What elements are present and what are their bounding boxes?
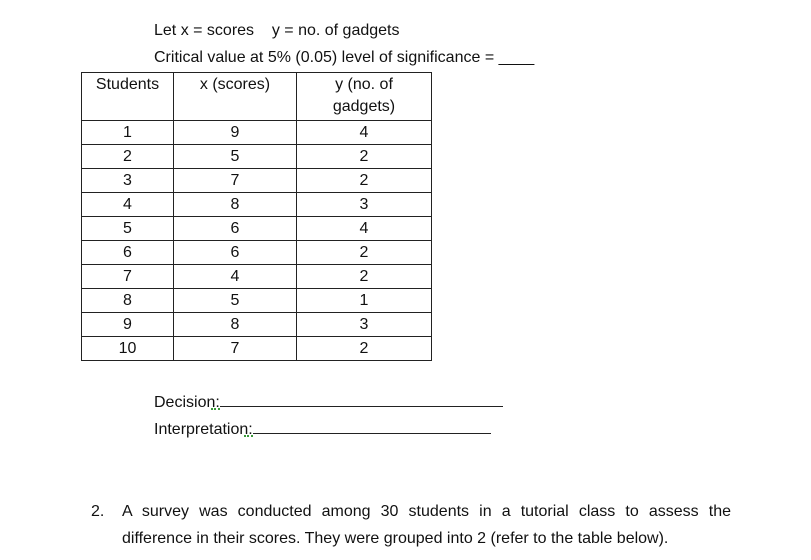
table-row [82,193,432,217]
student-cell: 5 [82,217,174,241]
table-row [82,145,432,169]
student-cell: 3 [82,169,174,193]
critical-value-blank: ____ [498,49,535,66]
table-row [82,121,432,145]
table-header-row [82,73,432,121]
student-cell: 1 [82,121,174,145]
y-cell: 2 [297,337,432,361]
spellcheck-underline [244,432,253,437]
interpretation-line [154,420,491,440]
header-students: Students [82,73,174,121]
header-y-gadgets-text: y (no. of gadgets) [332,76,396,115]
data-table [81,72,432,361]
decision-label: Decision: [154,394,220,411]
y-cell: 3 [297,313,432,337]
header-x-scores: x (scores) [174,73,297,121]
x-cell: 9 [174,121,297,145]
decision-blank[interactable] [220,393,503,407]
spellcheck-underline [211,405,220,410]
x-cell: 5 [174,145,297,169]
interpretation-blank[interactable] [253,420,491,434]
table-row [82,241,432,265]
student-cell: 8 [82,289,174,313]
x-cell: 4 [174,265,297,289]
table-row [82,265,432,289]
x-cell: 8 [174,313,297,337]
x-cell: 7 [174,337,297,361]
x-cell: 6 [174,217,297,241]
y-cell: 3 [297,193,432,217]
table-row [82,337,432,361]
x-cell: 5 [174,289,297,313]
interpretation-label: Interpretation: [154,421,253,438]
student-cell: 7 [82,265,174,289]
y-cell: 4 [297,217,432,241]
y-cell: 2 [297,265,432,289]
table-row [82,217,432,241]
table-row [82,169,432,193]
x-cell: 8 [174,193,297,217]
student-cell: 9 [82,313,174,337]
critical-value-label: Critical value at 5% (0.05) level of significance = [154,49,495,66]
student-cell: 4 [82,193,174,217]
student-cell: 10 [82,337,174,361]
question-number: 2. [91,503,105,520]
y-cell: 2 [297,145,432,169]
table-row [82,313,432,337]
y-cell: 1 [297,289,432,313]
variable-definition-line [154,21,399,41]
y-definition: y = no. of gadgets [271,22,400,39]
x-cell: 6 [174,241,297,265]
y-cell: 2 [297,241,432,265]
student-cell: 6 [82,241,174,265]
question-2 [91,498,731,552]
student-cell: 2 [82,145,174,169]
decision-line [154,393,503,413]
header-y-gadgets [297,73,432,121]
table-row [82,289,432,313]
y-cell: 4 [297,121,432,145]
y-cell: 2 [297,169,432,193]
critical-value-line [154,48,534,68]
x-definition: Let x = scores [154,22,255,39]
question-text: A survey was conducted among 30 students in a tutorial class to assess the difference in their scores. They were grouped into 2 (refer to the table below). [122,503,731,547]
x-cell: 7 [174,169,297,193]
